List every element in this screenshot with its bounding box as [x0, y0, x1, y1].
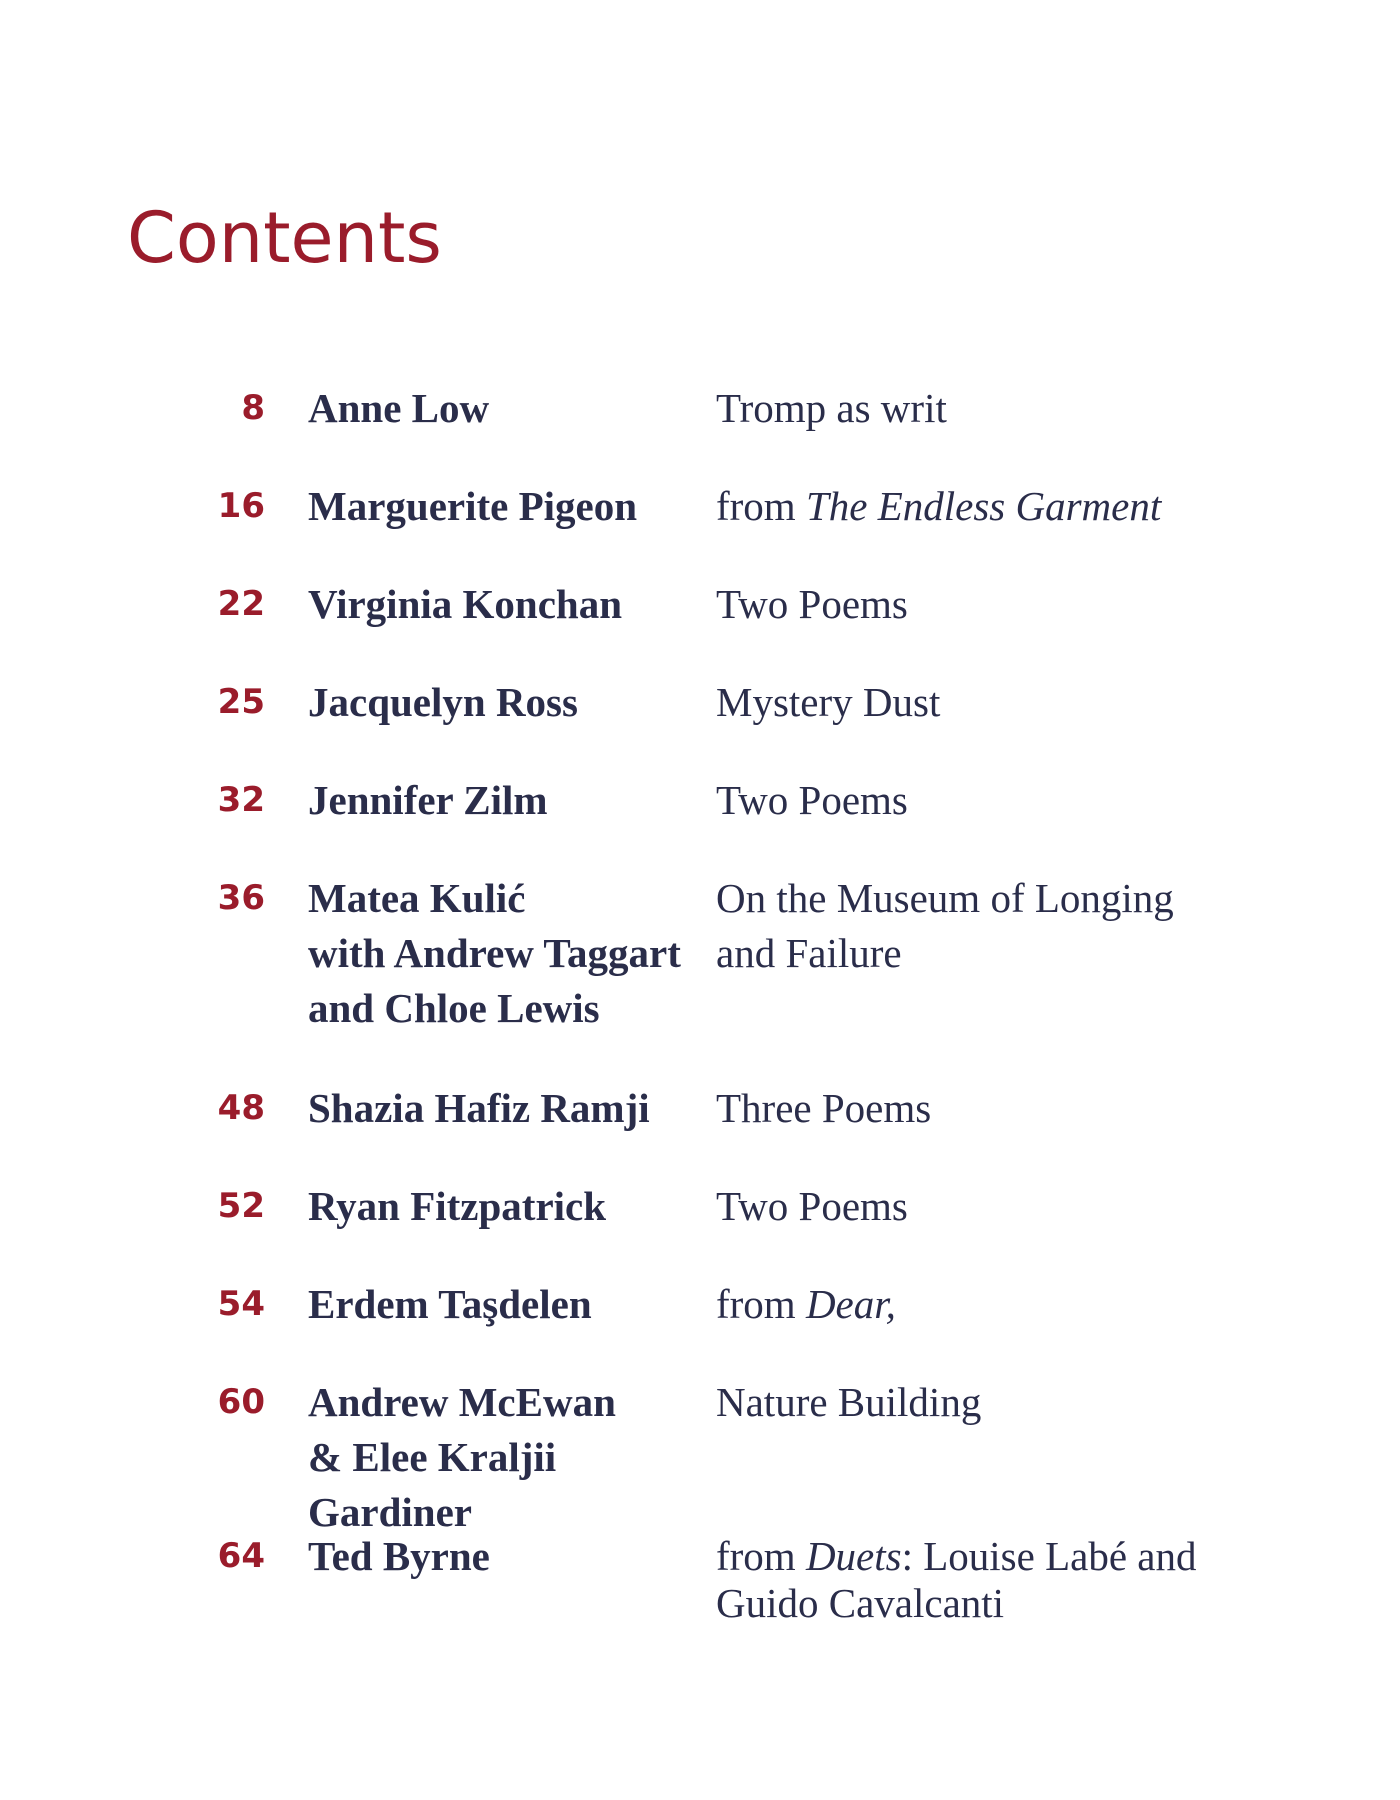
entry-title [716, 1081, 1236, 1136]
author-name: Jennifer Zilm [308, 777, 548, 823]
title-italic: Dear, [805, 1281, 896, 1327]
toc-entry[interactable] [0, 875, 1400, 1031]
page-number: 54 [217, 1284, 265, 1324]
title-suffix: On the Museum of Longing and Failure [716, 875, 1174, 976]
title-suffix: Two Poems [716, 581, 908, 627]
author-name: Marguerite Pigeon [308, 483, 638, 529]
title-italic: The Endless Garment [805, 483, 1162, 529]
author-name: Shazia Hafiz Ramji [308, 1085, 650, 1131]
entry-title [716, 1375, 1236, 1430]
entry-title [716, 577, 1236, 632]
page-number: 8 [241, 388, 265, 428]
toc-entry[interactable] [0, 777, 1400, 823]
author-name: Andrew McEwan & Elee Kraljii Gardiner [308, 1379, 616, 1535]
author-name: Jacquelyn Ross [308, 679, 578, 725]
toc-entry[interactable] [0, 1379, 1400, 1535]
author-name: Ryan Fitzpatrick [308, 1183, 607, 1229]
toc-entry[interactable] [0, 1533, 1400, 1626]
title-prefix: from [716, 483, 806, 529]
toc-entry[interactable] [0, 385, 1400, 431]
page-title: Contents [127, 197, 442, 279]
author-name: Virginia Konchan [308, 581, 623, 627]
title-prefix: from [716, 1533, 806, 1579]
page-number: 60 [217, 1382, 265, 1422]
title-suffix: Nature Building [716, 1379, 982, 1425]
author-name: Erdem Taşdelen [308, 1281, 592, 1327]
page-number: 32 [217, 780, 265, 820]
page-number: 25 [217, 682, 265, 722]
toc-entry[interactable] [0, 1085, 1400, 1131]
title-prefix: from [716, 1281, 806, 1327]
entry-title [716, 773, 1236, 828]
toc-entry[interactable] [0, 1183, 1400, 1229]
author-name: Anne Low [308, 385, 490, 431]
author-name: Ted Byrne [308, 1533, 490, 1579]
title-suffix: Tromp as writ [716, 385, 947, 431]
page-number: 36 [217, 878, 265, 918]
entry-title [716, 871, 1236, 981]
entry-title [716, 1533, 1236, 1627]
toc-entry[interactable] [0, 1281, 1400, 1327]
page-number: 64 [217, 1536, 265, 1576]
page-number: 48 [217, 1088, 265, 1128]
title-suffix: Two Poems [716, 777, 908, 823]
page-number: 22 [217, 584, 265, 624]
entry-title [716, 381, 1236, 436]
entry-title [716, 479, 1236, 534]
toc-entry[interactable] [0, 679, 1400, 725]
toc-entry[interactable] [0, 483, 1400, 529]
title-suffix: Mystery Dust [716, 679, 941, 725]
title-suffix: Three Poems [716, 1085, 932, 1131]
title-suffix: Two Poems [716, 1183, 908, 1229]
entry-title [716, 675, 1236, 730]
page-number: 16 [217, 486, 265, 526]
entry-title [716, 1277, 1236, 1332]
entry-title [716, 1179, 1236, 1234]
toc-entry[interactable] [0, 581, 1400, 627]
page-number: 52 [217, 1186, 265, 1226]
title-italic: Duets [805, 1533, 902, 1579]
author-name: Matea Kulić with Andrew Taggart and Chloe Lewis [308, 875, 681, 1031]
title-suffix: : Louise Labé and Guido Cavalcanti [716, 1533, 1197, 1626]
